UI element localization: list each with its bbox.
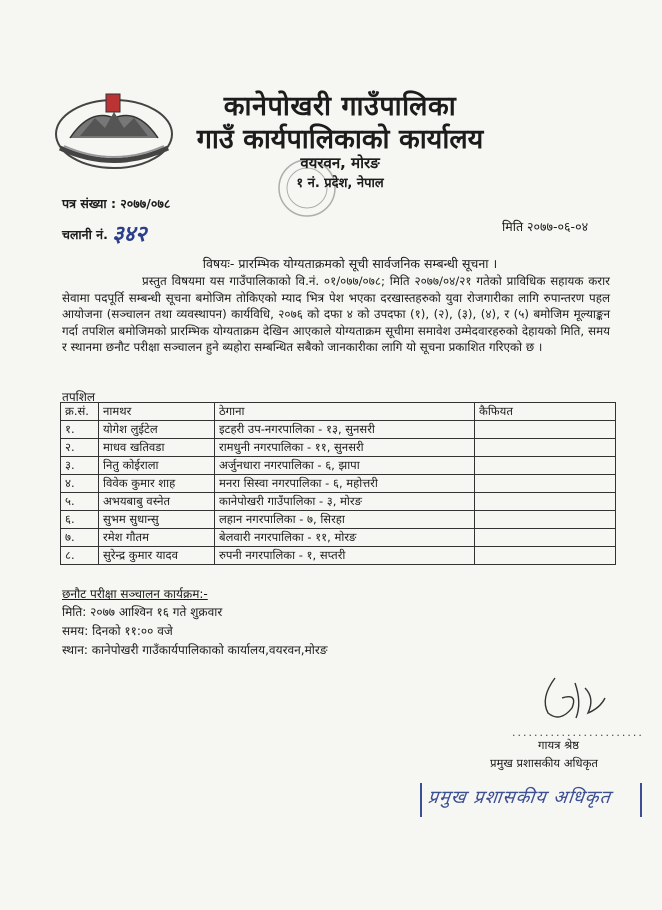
- cell-remarks: [475, 439, 616, 457]
- letter-date: मिति २०७७-०६-०४: [502, 219, 589, 234]
- signatory-name: गायत्र श्रेष्ठ: [538, 738, 580, 752]
- cell-sn: २.: [61, 439, 99, 457]
- body-paragraph: [62, 273, 610, 356]
- table-row: [61, 547, 616, 565]
- cell-name: सुरेन्द्र कुमार यादव: [99, 547, 215, 565]
- cell-remarks: [475, 457, 616, 475]
- cell-remarks: [475, 421, 616, 439]
- cell-address: मनरा सिस्वा नगरपालिका - ६, महोत्तरी: [215, 475, 475, 493]
- cell-name: योगेश लुईटेल: [99, 421, 215, 439]
- patra-sankhya: पत्र संख्या : २०७७/०७८: [62, 196, 171, 211]
- cell-address: कानेपोखरी गाउँपालिका - ३, मोरङ: [215, 493, 475, 511]
- address-line2: १ नं. प्रदेश, नेपाल: [296, 176, 384, 191]
- table-row: [61, 529, 616, 547]
- cell-sn: ७.: [61, 529, 99, 547]
- nepal-emblem-icon: [50, 88, 178, 172]
- cell-name: अभयबाबु वस्नेत: [99, 493, 215, 511]
- cell-address: रुपनी नगरपालिका - १, सप्तरी: [215, 547, 475, 565]
- cell-name: रमेश गौतम: [99, 529, 215, 547]
- chalani-value: ३४२: [112, 221, 147, 247]
- candidate-table: [60, 402, 616, 565]
- table-row: [61, 421, 616, 439]
- signature-dots: ........................: [512, 726, 644, 739]
- table-row: [61, 493, 616, 511]
- cell-address: लहान नगरपालिका - ७, सिरहा: [215, 511, 475, 529]
- table-row: [61, 475, 616, 493]
- cell-sn: ५.: [61, 493, 99, 511]
- cell-name: विवेक कुमार शाह: [99, 475, 215, 493]
- cell-address: इटहरी उप-नगरपालिका - १३, सुनसरी: [215, 421, 475, 439]
- table-row: [61, 457, 616, 475]
- cell-sn: ६.: [61, 511, 99, 529]
- schedule-time: समय: दिनको ११:०० वजे: [62, 624, 173, 638]
- address-line1: वयरवन, मोरङ: [300, 154, 380, 172]
- cell-sn: ३.: [61, 457, 99, 475]
- table-row: [61, 511, 616, 529]
- signatory-title: प्रमुख प्रशासकीय अधिकृत: [490, 756, 598, 770]
- office-title-line2: गाउँ कार्यपालिकाको कार्यालय: [196, 124, 484, 155]
- handwritten-signature-icon: [500, 668, 620, 728]
- cell-name: सुभम सुधान्सु: [99, 511, 215, 529]
- office-title-line1: कानेपोखरी गाउँपालिका: [223, 91, 457, 122]
- schedule-title: छनौट परीक्षा सञ्चालन कार्यक्रम:-: [62, 587, 208, 601]
- cell-address: रामधुनी नगरपालिका - ११, सुनसरी: [215, 439, 475, 457]
- chalani-label: चलानी नं.: [62, 227, 108, 242]
- tapasil-label: तपशिल: [62, 390, 96, 404]
- chalani-number: [62, 216, 147, 246]
- cell-remarks: [475, 547, 616, 565]
- cell-name: नितु कोईराला: [99, 457, 215, 475]
- table-row: [61, 439, 616, 457]
- col-header-remarks: कैफियत: [475, 403, 616, 421]
- cell-remarks: [475, 529, 616, 547]
- cell-address: बेलवारी नगरपालिका - ११, मोरङ: [215, 529, 475, 547]
- col-header-name: नामथर: [99, 403, 215, 421]
- cell-sn: ४.: [61, 475, 99, 493]
- schedule-place: स्थान: कानेपोखरी गाउँकार्यपालिकाको कार्यालय,वयरवन,मोरङ: [62, 643, 328, 657]
- cell-remarks: [475, 475, 616, 493]
- cell-name: माधव खतिवडा: [99, 439, 215, 457]
- cell-remarks: [475, 511, 616, 529]
- table-header-row: [61, 403, 616, 421]
- cell-sn: ८.: [61, 547, 99, 565]
- body-text: प्रस्तुत विषयमा यस गाउँपालिकाको वि.नं. ०१/०७७/०७८; मिति २०७७/०४/२१ गतेको प्राविधिक सहायक करार सेवामा पदपूर्ति सम्बन्धी सूचना बमोजिम तोकिएको म्याद भित्र पेश भएका दरखास्तहरुको युवा रोजगारीका लागि रुपान्तरण पहल आयोजना (सञ्चालन तथा व्यवस्थापन) कार्यविधि, २०७६ को दफा ४ को उपदफा (१), (२), (३), (४), र (५) बमोजिम मूल्याङ्कन गर्दा तपशिल बमोजिमको प्रारम्भिक योग्यताक्रम देखिन आएकाले योग्यताक्रम सूचीमा समावेश उम्मेदवारहरुको देहायको मिति, समय र स्थानमा छनौट परीक्षा सञ्चालन हुने ब्यहोरा सम्बन्धित सबैको जानकारीका लागि यो सूचना प्रकाशित गरिएको छ ।: [62, 274, 610, 355]
- schedule-date: मिति: २०७७ आश्विन १६ गते शुक्रवार: [62, 605, 223, 619]
- subject-line: विषयः- प्रारम्भिक योग्यताक्रमको सूची सार्वजनिक सम्बन्धी सूचना ।: [202, 256, 498, 271]
- designation-stamp-text: प्रमुख प्रशासकीय अधिकृत: [426, 787, 613, 808]
- col-header-sn: क्र.सं.: [61, 403, 99, 421]
- cell-address: अर्जुनधारा नगरपालिका - ६, झापा: [215, 457, 475, 475]
- cell-remarks: [475, 493, 616, 511]
- col-header-address: ठेगाना: [215, 403, 475, 421]
- cell-sn: १.: [61, 421, 99, 439]
